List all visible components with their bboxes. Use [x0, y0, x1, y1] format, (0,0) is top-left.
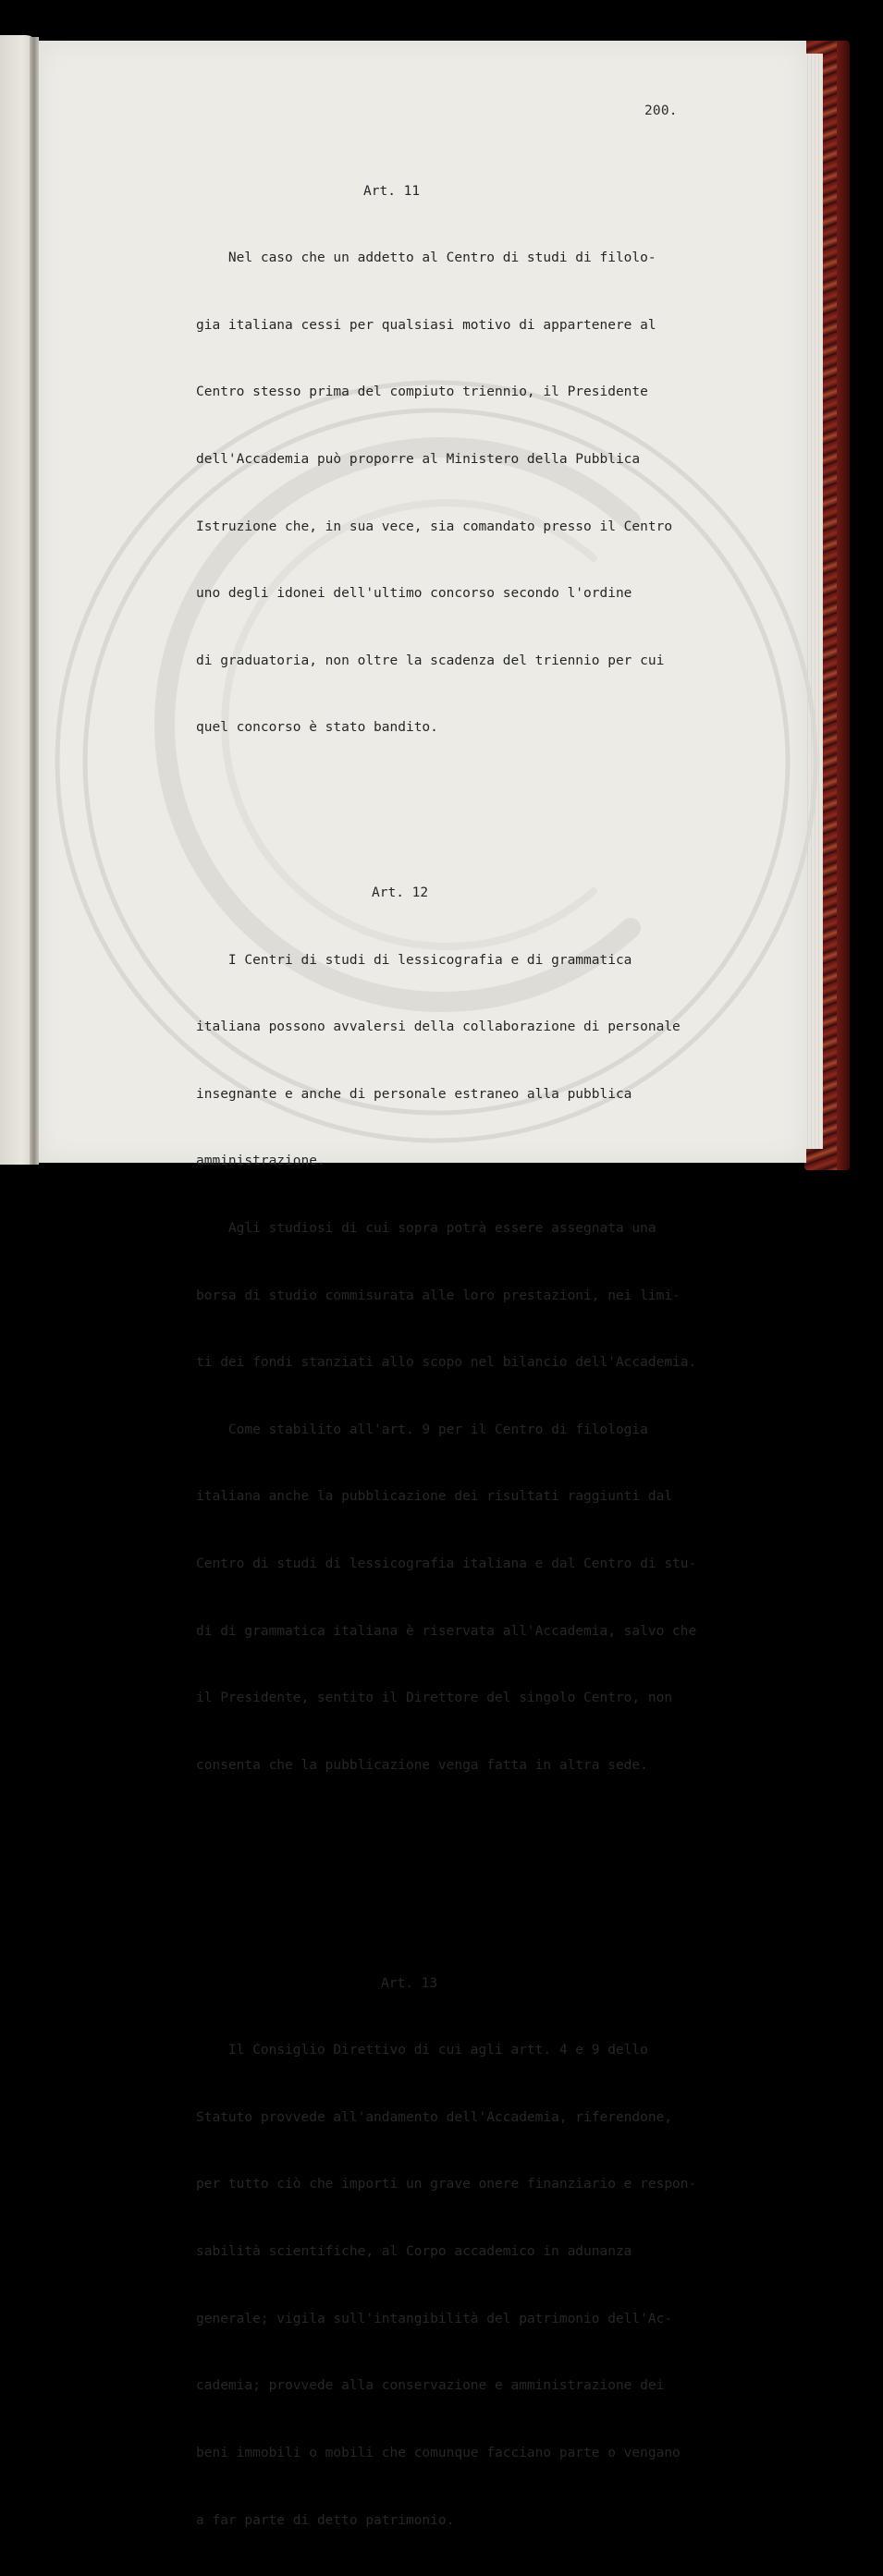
text-line: Centro di studi di lessicografia italiana e dal Centro di stu-: [196, 1557, 697, 1571]
text-line: il Presidente, sentito il Direttore del singolo Centro, non: [196, 1691, 673, 1706]
text-line: Statuto provvede all'andamento dell'Accademia, riferendone,: [196, 2109, 673, 2125]
text-line: italiana anche la pubblicazione dei risultati raggiunti dal: [196, 1489, 673, 1505]
text-line: amministrazione.: [196, 1154, 325, 1169]
text-line: Come stabilito all'art. 9 per il Centro di filologia: [196, 1422, 648, 1437]
text-line: consenta che la pubblicazione venga fatta in altra sede.: [196, 1757, 648, 1773]
text-line: Il Consiglio Direttivo di cui agli artt. 4 e 9 dello: [196, 2043, 648, 2058]
text-line: a far parte di detto patrimonio.: [196, 2512, 455, 2528]
text-line: sabilità scientifiche, al Corpo accademico in adunanza: [196, 2244, 632, 2260]
article-heading: Art. 13: [381, 1975, 438, 1991]
text-line: gia italiana cessi per qualsiasi motivo di appartenere al: [196, 317, 656, 333]
text-line: Agli studiosi di cui sopra potrà essere assegnata una: [196, 1220, 656, 1236]
text-line: insegnante e anche di personale estraneo alla pubblica: [196, 1086, 632, 1102]
text-line: dell'Accademia può proporre al Ministero della Pubblica: [196, 452, 641, 468]
text-line: quel concorso è stato bandito.: [196, 720, 438, 736]
text-line: I Centri di studi di lessicografia e di grammatica: [196, 952, 632, 968]
text-line: generale; vigila sull'intangibilità del patrimonio dell'Ac-: [196, 2311, 673, 2326]
text-line: Istruzione che, in sua vece, sia comandato presso il Centro: [196, 519, 673, 534]
book-gutter: [30, 37, 39, 1165]
document-body: [196, 113, 714, 2576]
text-line: Nel caso che un addetto al Centro di studi di filolo-: [196, 250, 656, 266]
page-number: 200.: [644, 104, 678, 118]
cover-edge: [837, 41, 850, 1170]
text-line: uno degli idonei dell'ultimo concorso secondo l'ordine: [196, 586, 632, 602]
text-line: Centro stesso prima del compiuto triennio, il Presidente: [196, 385, 648, 400]
text-line: borsa di studio commisurata alle loro prestazioni, nei limi-: [196, 1288, 681, 1303]
text-line: per tutto ciò che importi un grave onere finanziario e respon-: [196, 2177, 697, 2192]
text-line: cademia; provvede alla conservazione e amministrazione dei: [196, 2378, 665, 2394]
text-line: ti dei fondi stanziati allo scopo nel bilancio dell'Accademia.: [196, 1355, 697, 1371]
text-line: di graduatoria, non oltre la scadenza del triennio per cui: [196, 653, 665, 668]
article-heading: Art. 11: [363, 183, 421, 199]
article-heading: Art. 12: [372, 885, 429, 900]
text-line: beni immobili o mobili che comunque facciano parte o vengano: [196, 2445, 681, 2460]
text-line: italiana possono avvalersi della collaborazione di personale: [196, 1019, 681, 1035]
text-line: di di grammatica italiana è riservata all'Accademia, salvo che: [196, 1623, 697, 1639]
